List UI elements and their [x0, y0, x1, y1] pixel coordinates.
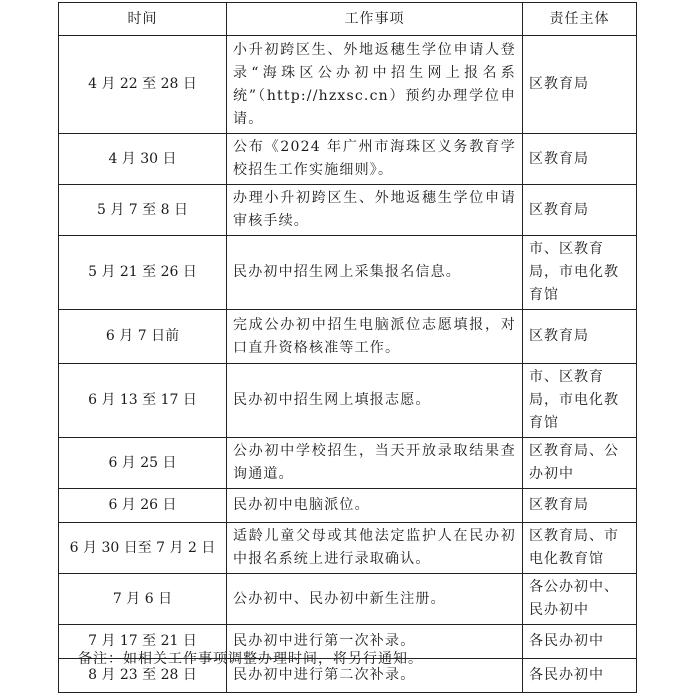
time-cell: 6 月 7 日前 — [59, 310, 227, 364]
column-header-task: 工作事项 — [227, 3, 523, 36]
time-cell: 4 月 30 日 — [59, 134, 227, 185]
time-cell: 7 月 17 至 21 日 — [59, 625, 227, 659]
schedule-table — [58, 2, 637, 693]
owner-cell: 区教育局、公办初中 — [523, 438, 637, 489]
column-header-owner: 责任主体 — [523, 3, 637, 36]
owner-cell: 各民办初中 — [523, 659, 637, 693]
table-row — [59, 523, 637, 574]
time-cell: 8 月 23 至 28 日 — [59, 659, 227, 693]
task-cell: 民办初中招生网上采集报名信息。 — [227, 236, 523, 310]
task-cell: 完成公办初中招生电脑派位志愿填报，对口直升资格核准等工作。 — [227, 310, 523, 364]
task-cell: 办理小升初跨区生、外地返穗生学位申请审核手续。 — [227, 185, 523, 236]
task-cell: 公布《2024 年广州市海珠区义务教育学校招生工作实施细则》。 — [227, 134, 523, 185]
task-cell: 公办初中、民办初中新生注册。 — [227, 574, 523, 625]
table-row — [59, 438, 637, 489]
task-cell: 民办初中电脑派位。 — [227, 489, 523, 523]
owner-cell: 市、区教育局，市电化教育馆 — [523, 236, 637, 310]
table-row — [59, 310, 637, 364]
owner-cell: 各民办初中 — [523, 625, 637, 659]
time-cell: 6 月 25 日 — [59, 438, 227, 489]
owner-cell: 市、区教育局，市电化教育馆 — [523, 364, 637, 438]
table-row — [59, 36, 637, 134]
task-cell: 适龄儿童父母或其他法定监护人在民办初中报名系统上进行录取确认。 — [227, 523, 523, 574]
owner-cell: 区教育局、市电化教育馆 — [523, 523, 637, 574]
table-row — [59, 489, 637, 523]
table-row — [59, 236, 637, 310]
task-cell: 公办初中学校招生，当天开放录取结果查询通道。 — [227, 438, 523, 489]
column-header-time: 时间 — [59, 3, 227, 36]
task-cell: 小升初跨区生、外地返穗生学位申请人登录“海珠区公办初中招生网上报名系统”（http://hzxsc.cn）预约办理学位申请。 — [227, 36, 523, 134]
table-header-row — [59, 3, 637, 36]
owner-cell: 区教育局 — [523, 185, 637, 236]
time-cell: 4 月 22 至 28 日 — [59, 36, 227, 134]
owner-cell: 区教育局 — [523, 489, 637, 523]
schedule-body — [59, 36, 637, 693]
table-row — [59, 185, 637, 236]
task-cell: 民办初中进行第二次补录。 — [227, 659, 523, 693]
owner-cell: 区教育局 — [523, 36, 637, 134]
time-cell: 5 月 21 至 26 日 — [59, 236, 227, 310]
schedule-sheet — [58, 2, 636, 693]
owner-cell: 各公办初中、民办初中 — [523, 574, 637, 625]
time-cell: 6 月 13 至 17 日 — [59, 364, 227, 438]
owner-cell: 区教育局 — [523, 310, 637, 364]
time-cell: 7 月 6 日 — [59, 574, 227, 625]
task-cell: 民办初中招生网上填报志愿。 — [227, 364, 523, 438]
owner-cell: 区教育局 — [523, 134, 637, 185]
task-cell: 民办初中进行第一次补录。 — [227, 625, 523, 659]
time-cell: 6 月 26 日 — [59, 489, 227, 523]
time-cell: 6 月 30 日至 7 月 2 日 — [59, 523, 227, 574]
table-row — [59, 134, 637, 185]
table-row — [59, 364, 637, 438]
footnote: 备注：如相关工作事项调整办理时间，将另行通知。 — [78, 651, 423, 667]
time-cell: 5 月 7 至 8 日 — [59, 185, 227, 236]
table-row — [59, 574, 637, 625]
